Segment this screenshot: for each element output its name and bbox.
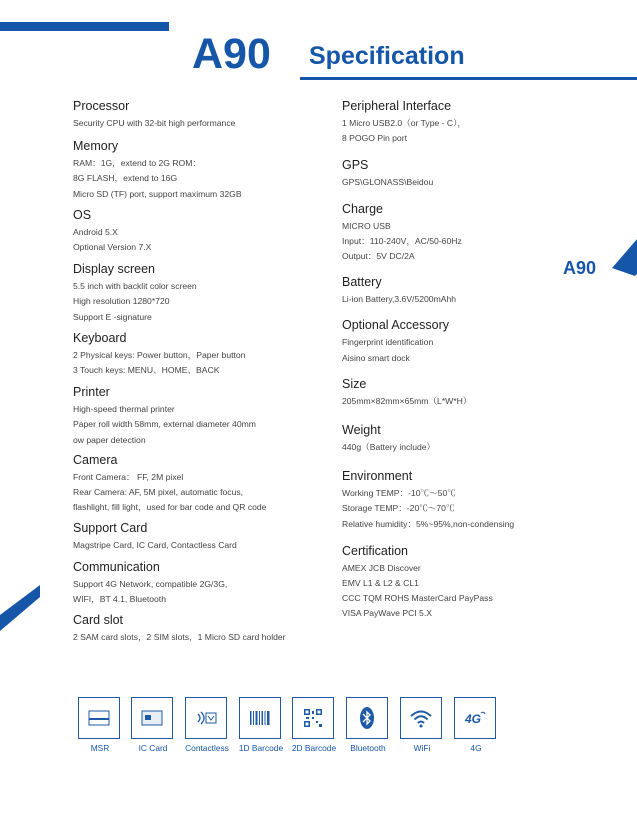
top-accent-bar [0, 22, 169, 31]
spec-line: Support 4G Network, compatible 2G/3G, [73, 578, 228, 589]
spec-line: 8G FLASH，extend to 16G [73, 173, 178, 184]
spec-communication [73, 559, 333, 607]
section-heading: Optional Accessory [342, 318, 449, 333]
spec-line: Li-ion Battery,3.6V/5200mAhh [342, 294, 457, 305]
section-heading: Support Card [73, 521, 148, 536]
spec-line: 8 POGO Pin port [342, 133, 407, 144]
section-heading: Printer [73, 385, 110, 400]
section-heading: Battery [342, 275, 382, 290]
side-model-label: A90 [563, 258, 597, 278]
contactless-icon [185, 697, 227, 739]
feature-ic-card [131, 697, 175, 753]
spec-line: Output：5V DC/2A [342, 251, 415, 262]
left-spec-column [73, 98, 333, 645]
spec-line: EMV L1 & L2 & CL1 [342, 578, 419, 589]
spec-support-card [73, 520, 333, 553]
spec-line: Security CPU with 32-bit high performance [73, 118, 236, 128]
spec-line: flashlight, fill light，used for bar code and QR code [73, 502, 267, 513]
section-heading: Weight [342, 423, 381, 438]
spec-line: Support E -signature [73, 311, 152, 322]
section-heading: Environment [342, 469, 413, 484]
spec-processor [73, 98, 333, 131]
spec-line: Front Camera： FF, 2M pixel [73, 471, 184, 482]
section-heading: Card slot [73, 613, 124, 628]
spec-optional-accessory [342, 317, 572, 365]
barcode-icon [239, 697, 281, 739]
spec-line: GPS\GLONASS\Beidou [342, 177, 434, 188]
spec-peripheral-interface [342, 98, 572, 146]
feature-label: 4G [470, 743, 482, 753]
spec-line: Android 5.X [73, 226, 118, 237]
spec-line: 1 Micro USB2.0（or Type - C）， [342, 118, 467, 128]
spec-line: Aisino smart dock [342, 352, 410, 363]
spec-line: Optional Version 7.X [73, 242, 152, 253]
spec-line: Storage TEMP：-20℃～70℃ [342, 503, 455, 514]
feature-label: IC Card [138, 743, 168, 753]
section-heading: GPS [342, 158, 369, 173]
spec-line: ow paper detection [73, 434, 146, 445]
spec-line: VISA PayWave PCI 5.X [342, 608, 432, 619]
spec-line: Rear Camera: AF, 5M pixel, automatic focus, [73, 487, 244, 498]
spec-line: Paper roll width 58mm, external diameter 40mm [73, 419, 256, 430]
feature-label: Bluetooth [350, 743, 386, 753]
section-heading: Size [342, 376, 367, 391]
spec-line: High resolution 1280*720 [73, 296, 170, 307]
section-heading: Certification [342, 543, 408, 558]
spec-line: 2 Physical keys: Power button，Paper button [73, 349, 246, 360]
section-heading: Display screen [73, 262, 155, 277]
section-heading: OS [73, 207, 92, 222]
feature-label: Contactless [185, 743, 229, 753]
spec-certification [342, 543, 572, 622]
svg-text:4G: 4G [465, 712, 482, 726]
spec-size [342, 376, 572, 409]
bluetooth-icon [346, 697, 388, 739]
spec-line: 5.5 inch with backlit color screen [73, 281, 197, 292]
feature-msr [78, 697, 122, 753]
section-heading: Charge [342, 201, 383, 216]
model-title: A90 [192, 30, 271, 78]
spec-line: RAM：1G，extend to 2G ROM： [73, 158, 201, 169]
spec-line: AMEX JCB Discover [342, 562, 421, 573]
feature-label: WiFi [413, 743, 431, 753]
section-heading: Camera [73, 452, 118, 467]
spec-line: 205mm×82mm×65mm（L*W*H） [342, 395, 472, 406]
header-rule [300, 77, 637, 80]
feature-label: 1D Barcode [238, 743, 284, 753]
specification-title: Specification [309, 42, 465, 70]
spec-memory [73, 138, 333, 202]
spec-environment [342, 468, 572, 532]
spec-battery [342, 274, 572, 307]
spec-gps [342, 157, 572, 190]
spec-charge [342, 201, 572, 265]
feature-wifi [400, 697, 444, 753]
wifi-icon [400, 697, 442, 739]
spec-line: Relative humidity：5%~95%,non-condensing [342, 518, 515, 529]
section-heading: Communication [73, 559, 160, 574]
spec-line: High-speed thermal printer [73, 404, 175, 415]
spec-line: Fingerprint identification [342, 337, 434, 348]
spec-keyboard [73, 330, 333, 378]
spec-line: MICRO USB [342, 220, 391, 231]
feature-icon-row [78, 697, 558, 761]
spec-os [73, 207, 333, 255]
feature-2d-barcode [292, 697, 336, 753]
4g-icon [454, 697, 496, 739]
spec-card-slot [73, 612, 333, 645]
feature-1d-barcode [239, 697, 283, 753]
spec-line: 3 Touch keys: MENU、HOME、BACK [73, 365, 220, 376]
section-heading: Keyboard [73, 330, 127, 345]
qr-code-icon [292, 697, 334, 739]
section-heading: Processor [73, 99, 130, 113]
feature-4g [454, 697, 498, 753]
spec-line: Magstripe Card, IC Card, Contactless Card [73, 540, 237, 551]
spec-line: Working TEMP：-10℃～50℃ [342, 488, 456, 499]
spec-display-screen [73, 261, 333, 325]
spec-line: Input：110-240V，AC/50-60Hz [342, 235, 462, 246]
right-spec-column [342, 98, 572, 622]
section-heading: Peripheral Interface [342, 99, 452, 113]
feature-label: MSR [90, 743, 110, 753]
spec-line: CCC TQM ROHS MasterCard PayPass [342, 593, 493, 604]
spec-weight [342, 422, 572, 455]
spec-line: 440g（Battery include） [342, 442, 436, 453]
ic-card-icon [131, 697, 173, 739]
spec-printer [73, 384, 333, 448]
spec-line: WIFI，BT 4.1, Bluetooth [73, 593, 166, 604]
spec-camera [73, 452, 333, 516]
spec-line: 2 SAM card slots，2 SIM slots，1 Micro SD card holder [73, 632, 286, 643]
left-decorative-stripe [0, 585, 45, 655]
spec-line: Micro SD (TF) port, support maximum 32GB [73, 188, 242, 199]
feature-contactless [185, 697, 229, 753]
feature-bluetooth [346, 697, 390, 753]
feature-label: 2D Barcode [291, 743, 337, 753]
msr-card-icon [78, 697, 120, 739]
section-heading: Memory [73, 139, 119, 154]
